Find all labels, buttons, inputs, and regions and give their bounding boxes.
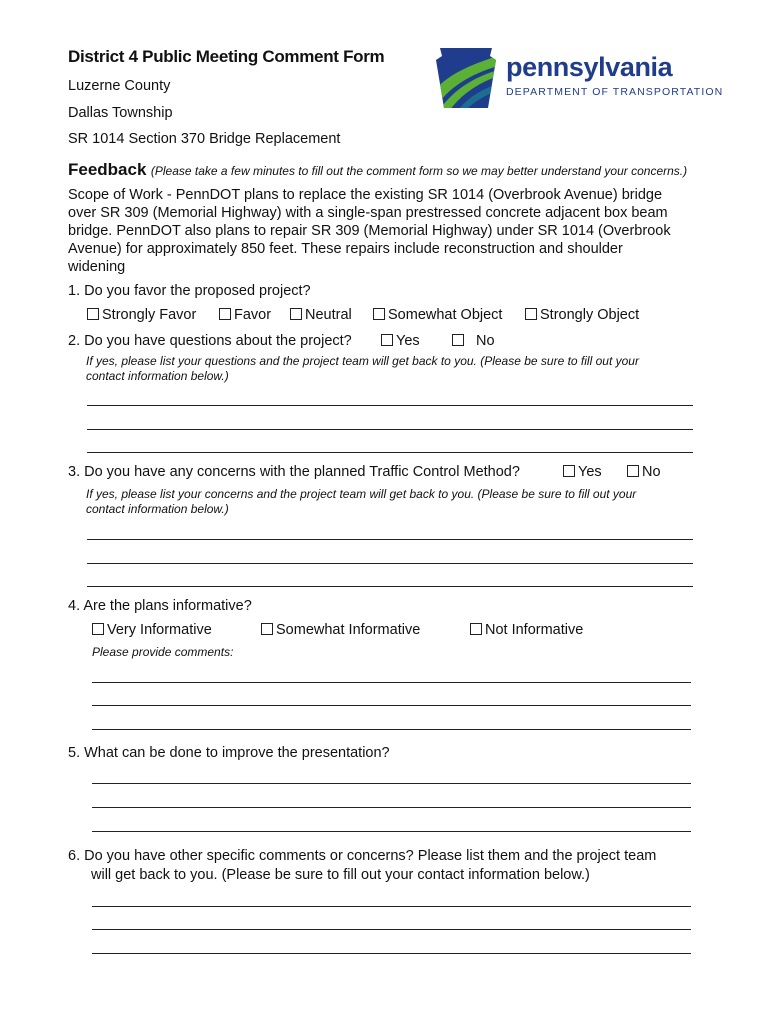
checkbox[interactable] (452, 334, 464, 346)
answer-line[interactable] (87, 539, 693, 540)
feedback-heading: Feedback (68, 160, 147, 179)
option-strongly-object[interactable]: Strongly Object (525, 307, 639, 323)
answer-line[interactable] (87, 586, 693, 587)
option-somewhat-object[interactable]: Somewhat Object (373, 307, 502, 323)
county-label: Luzerne County (68, 78, 171, 94)
answer-line[interactable] (87, 452, 693, 453)
answer-line[interactable] (92, 783, 691, 784)
answer-line[interactable] (87, 563, 693, 564)
feedback-instruction: (Please take a few minutes to fill out the comment form so we may better understand your concerns.) (150, 164, 688, 178)
scope-line: Avenue) for approximately 850 feet. These repairs include reconstruction and shoulder (68, 241, 623, 257)
option-somewhat-informative[interactable]: Somewhat Informative (261, 622, 420, 638)
answer-line[interactable] (92, 831, 691, 832)
option-q2-yes[interactable]: Yes (381, 333, 420, 349)
scope-line: over SR 309 (Memorial Highway) with a single-span prestressed concrete adjacent box beam (68, 205, 668, 221)
scope-line: widening (68, 259, 126, 275)
question-3: 3. Do you have any concerns with the planned Traffic Control Method? (68, 464, 520, 480)
answer-line[interactable] (92, 929, 691, 930)
question-5: 5. What can be done to improve the presentation? (68, 745, 390, 761)
checkbox[interactable] (627, 465, 639, 477)
scope-of-work (68, 186, 700, 276)
answer-line[interactable] (92, 953, 691, 954)
option-q3-yes[interactable]: Yes (563, 464, 602, 480)
township-label: Dallas Township (68, 105, 173, 121)
scope-line: Scope of Work - PennDOT plans to replace the existing SR 1014 (Overbrook Avenue) bridge (68, 187, 663, 203)
question-1: 1. Do you favor the proposed project? (68, 283, 311, 299)
checkbox[interactable] (87, 308, 99, 320)
answer-line[interactable] (92, 807, 691, 808)
answer-line[interactable] (92, 705, 691, 706)
option-very-informative[interactable]: Very Informative (92, 622, 212, 638)
question-2: 2. Do you have questions about the project? (68, 333, 352, 349)
answer-line[interactable] (92, 682, 691, 683)
answer-line[interactable] (92, 729, 691, 730)
checkbox[interactable] (92, 623, 104, 635)
checkbox[interactable] (219, 308, 231, 320)
option-q3-no[interactable]: No (627, 464, 661, 480)
answer-line[interactable] (87, 405, 693, 406)
answer-line[interactable] (92, 906, 691, 907)
question-4: 4. Are the plans informative? (68, 598, 252, 614)
option-favor[interactable]: Favor (219, 307, 271, 323)
keystone-icon (436, 46, 496, 110)
q3-note: If yes, please list your concerns and the project team will get back to you. (Please be sure to fill out your contact information below.) (86, 487, 637, 516)
checkbox[interactable] (373, 308, 385, 320)
q4-note: Please provide comments: (92, 645, 234, 659)
checkbox[interactable] (525, 308, 537, 320)
logo-wordmark: pennsylvania (506, 52, 673, 82)
penndot-logo (436, 46, 726, 110)
project-label: SR 1014 Section 370 Bridge Replacement (68, 131, 341, 147)
option-not-informative[interactable]: Not Informative (470, 622, 583, 638)
q2-note: If yes, please list your questions and the project team will get back to you. (Please be sure to fill out your contact information below.) (86, 354, 639, 383)
checkbox[interactable] (290, 308, 302, 320)
checkbox[interactable] (563, 465, 575, 477)
checkbox[interactable] (470, 623, 482, 635)
feedback-header (68, 160, 687, 180)
option-q2-no[interactable]: No (452, 333, 495, 349)
option-neutral[interactable]: Neutral (290, 307, 352, 323)
logo-subtitle: DEPARTMENT OF TRANSPORTATION (506, 86, 724, 98)
checkbox[interactable] (261, 623, 273, 635)
answer-line[interactable] (87, 429, 693, 430)
checkbox[interactable] (381, 334, 393, 346)
question-6: 6. Do you have other specific comments or concerns? Please list them and the project team will get back to you. (Please be sure to fill out your contact information below.) (68, 848, 657, 883)
option-strongly-favor[interactable]: Strongly Favor (87, 307, 196, 323)
scope-line: bridge. PennDOT also plans to repair SR 309 (Memorial Highway) under SR 1014 (Overbrook (68, 223, 671, 239)
form-title: District 4 Public Meeting Comment Form (68, 47, 385, 66)
